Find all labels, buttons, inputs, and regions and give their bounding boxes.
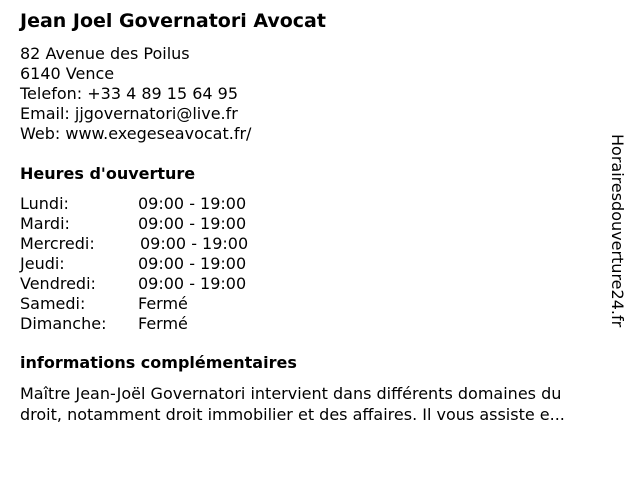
day-hours: 09:00 - 19:00 (138, 194, 247, 213)
day-label: Lundi: (20, 194, 69, 213)
day-hours: 09:00 - 19:00 (138, 214, 247, 233)
hours-heading: Heures d'ouverture (20, 164, 196, 183)
info-line-2: droit, notamment droit immobilier et des affaires. Il vous assiste e... (20, 405, 565, 424)
day-hours: Fermé (138, 294, 188, 313)
day-label: Mardi: (20, 214, 70, 233)
day-hours: 09:00 - 19:00 (138, 274, 247, 293)
day-label: Vendredi: (20, 274, 96, 293)
address-block (20, 44, 251, 144)
business-title: Jean Joel Governatori Avocat (20, 10, 326, 32)
site-watermark: Horairesdouverture24.fr (608, 134, 627, 328)
info-heading: informations complémentaires (20, 353, 297, 372)
day-hours: 09:00 - 19:00 (138, 254, 247, 273)
website[interactable]: Web: www.exegeseavocat.fr/ (20, 124, 252, 143)
day-hours: 09:00 - 19:00 (140, 234, 249, 253)
phone[interactable]: Telefon: +33 4 89 15 64 95 (20, 84, 239, 103)
day-hours: Fermé (138, 314, 188, 333)
info-description (20, 383, 620, 425)
email[interactable]: Email: jjgovernatori@live.fr (20, 104, 238, 123)
day-label: Samedi: (20, 294, 86, 313)
day-label: Jeudi: (20, 254, 65, 273)
street-address: 82 Avenue des Poilus (20, 44, 190, 63)
day-label: Mercredi: (20, 234, 95, 253)
info-line-1: Maître Jean-Joël Governatori intervient dans différents domaines du (20, 384, 562, 403)
city: 6140 Vence (20, 64, 115, 83)
day-label: Dimanche: (20, 314, 107, 333)
